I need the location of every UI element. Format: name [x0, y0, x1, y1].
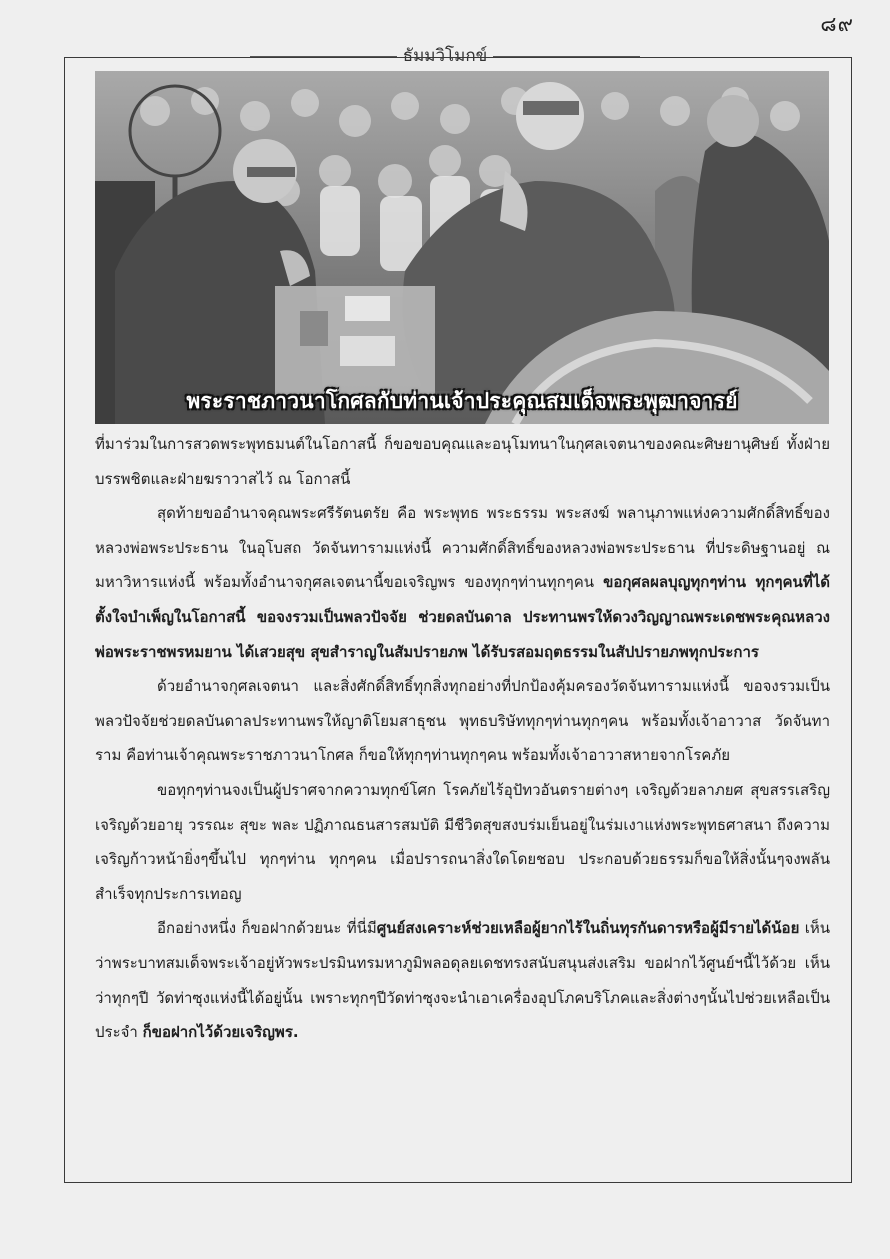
paragraph-text: อีกอย่างหนึ่ง ก็ขอฝากด้วยนะ ที่นี่มี — [157, 919, 377, 938]
page-number: ๘๙ — [820, 12, 854, 36]
paragraph — [95, 427, 830, 496]
paragraph — [95, 773, 830, 911]
photo-caption: พระราชภาวนาโกศลกับท่านเจ้าประคุณสมเด็จพระพุฒาจารย์ — [186, 388, 738, 413]
paragraph — [95, 496, 830, 669]
paragraph-text: เห็นว่าพระบาทสมเด็จพระเจ้าอยู่หัวพระปรมินทรมหาภูมิพลอดุลยเดชทรงสนับสนุนส่งเสริม ขอฝากไว้ศูนย์ฯนี้ไว้ด้วย เห็นว่าทุกๆปี วัดท่าซุงแห่งนี้ได้อยู่นั้น เพราะทุกๆปีวัดท่าซุงจะนำเอาเครื่องอุปโภคบริโภคและสิ่งต่างๆนั้นไปช่วยเหลือเป็นประจำ — [95, 919, 830, 1042]
paragraph — [95, 911, 830, 1049]
paragraph-text: ขอทุกๆท่านจงเป็นผู้ปราศจากความทุกข์โศก โรคภัยไร้อุปัทวอันตรายต่างๆ เจริญด้วยลาภยศ สุขสรรเสริญ เจริญด้วยอายุ วรรณะ สุขะ พละ ปฏิภาณธนสารสมบัติ มีชีวิตสุขสงบร่มเย็นอยู่ในร่มเงาแห่งพระพุทธศาสนา ถึงความเจริญก้าวหน้ายิ่งๆขึ้นไป ทุกๆท่าน ทุกๆคน เมื่อปรารถนาสิ่งใดโดยชอบ ประกอบด้วยธรรมก็ขอให้สิ่งนั้นๆจงพลันสำเร็จทุกประการเทอญ — [95, 780, 830, 903]
bold-text: ศูนย์สงเคราะห์ช่วยเหลือผู้ยากไร้ในถิ่นทุรกันดารหรือผู้มีรายได้น้อย — [376, 919, 800, 938]
bold-text: ก็ขอฝากไว้ด้วยเจริญพร. — [142, 1023, 299, 1042]
photo-illustration — [95, 71, 829, 424]
running-header-title: ธัมมวิโมกข์ — [397, 46, 494, 66]
paragraph-text: สุดท้ายขออำนาจคุณพระศรีรัตนตรัย คือ พระพุทธ พระธรรม พระสงฆ์ พลานุภาพแห่งความศักดิ์สิทธิ์ของหลวงพ่อพระประธาน ในอุโบสถ วัดจันทารามแห่งนี้ ความศักดิ์สิทธิ์ของหลวงพ่อพระประธาน ที่ประดิษฐานอยู่ ณ มหาวิหารแห่งนี้ พร้อมทั้งอำนาจกุศลเจตนานี้ขอเจริญพร ของทุกๆท่านทุกๆคน — [95, 504, 830, 592]
paragraph-text: ด้วยอำนาจกุศลเจตนา และสิ่งศักดิ์สิทธิ์ทุกสิ่งทุกอย่างที่ปกป้องคุ้มครองวัดจันทารามแห่งนี้ ขอจงรวมเป็นพลวปัจจัยช่วยดลบันดาลประทานพรให้ญาติโยมสาธุชน พุทธบริษัททุกๆท่านทุกๆคน พร้อมทั้งเจ้าอาวาส วัดจันทาราม คือท่านเจ้าคุณพระราชภาวนาโกศล ก็ขอให้ทุกๆท่านทุกๆคน พร้อมทั้งเจ้าอาวาสหายจากโรคภัย — [95, 677, 830, 765]
photo — [95, 71, 829, 424]
paragraph — [95, 669, 830, 773]
paragraph-text: ที่มาร่วมในการสวดพระพุทธมนต์ในโอกาสนี้ ก็ขอขอบคุณและอนุโมทนาในกุศลเจตนาของคณะศิษยานุศิษย์ ทั้งฝ่ายบรรพชิตและฝ่ายฆราวาสไว้ ณ โอกาสนี้ — [95, 435, 830, 488]
bold-text: ขอกุศลผลบุญทุกๆท่าน ทุกๆคนที่ได้ตั้งใจบำเพ็ญในโอกาสนี้ ขอจงรวมเป็นพลวปัจจัย ช่วยดลบันดาล ประทานพรให้ดวงวิญญาณพระเดชพระคุณหลวงพ่อพระราชพรหมยาน ได้เสวยสุข สุขสำราญในสัมปรายภพ ได้รับรสอมฤตธรรมในสัปปรายภพทุกประการ — [95, 573, 830, 661]
body-text — [95, 427, 830, 1050]
